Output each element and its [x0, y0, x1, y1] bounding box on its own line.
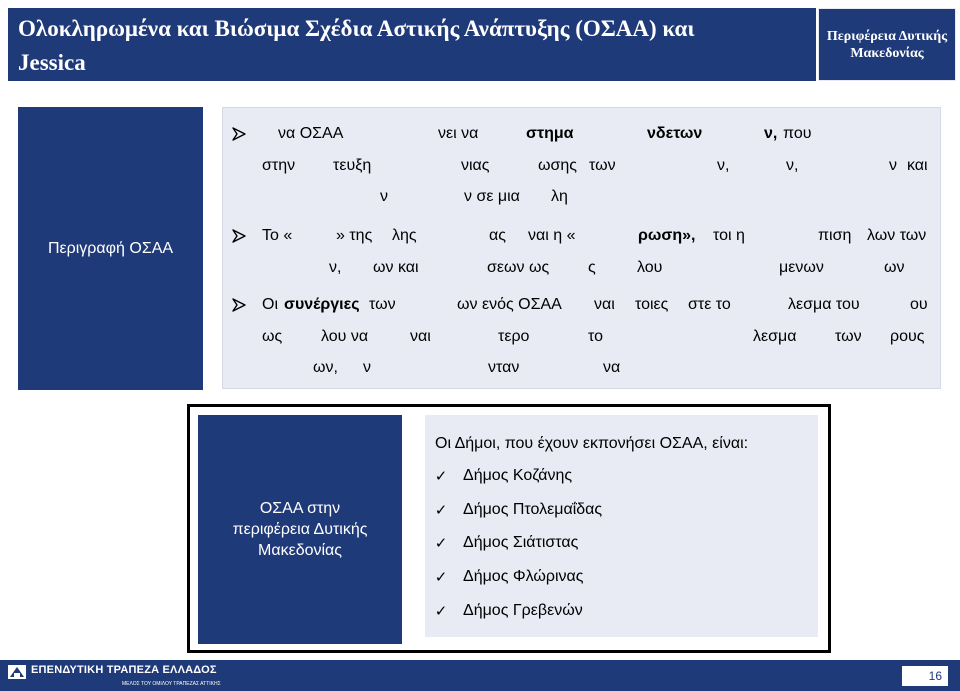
bullet-2-word: ν,: [329, 259, 342, 276]
checkmark-icon: ✓: [434, 603, 448, 620]
bullet-1-word: ν: [380, 188, 388, 205]
bullet-3-word: να: [603, 359, 621, 376]
bullet-1-word: ν,: [764, 125, 778, 142]
bullet-3-word: ου: [910, 296, 928, 313]
bullet-3-word: το: [588, 328, 603, 345]
municipalities-intro: Οι Δήμοι, που έχουν εκπονήσει ΟΣΑΑ, είναι:: [435, 435, 749, 452]
description-label: Περιγραφή ΟΣΑΑ: [18, 107, 203, 390]
municipality-name: Δήμος Πτολεμαΐδας: [463, 501, 603, 518]
bullet-1-word: στην: [262, 157, 296, 174]
bullet-3-word: ων,: [313, 359, 338, 376]
footer-bar: [0, 660, 960, 691]
region-badge-line-2: Μακεδονίας: [850, 45, 924, 61]
bullet-2-word: λης: [392, 227, 417, 244]
bullet-1-word: νει να: [438, 125, 479, 142]
arrow-bullet-icon: [232, 127, 246, 141]
bullet-3-word: τοιες: [635, 296, 669, 313]
bullet-2-word: ων: [884, 259, 905, 276]
bullet-2-word: » της: [336, 227, 373, 244]
page-number: 16: [902, 666, 948, 686]
bullet-1-word: νδετων: [647, 125, 703, 142]
bullet-3-word: ν: [363, 359, 371, 376]
bullet-2-word: ων και: [373, 259, 419, 276]
bullet-2-word: λων των: [867, 227, 927, 244]
slide-title: [8, 8, 816, 81]
bullet-1-word: ωσης: [538, 157, 577, 174]
bullet-2-word: σεων ως: [487, 259, 550, 276]
bullet-1-word: ν,: [717, 157, 730, 174]
osaa-region-label-line-1: ΟΣΑΑ στην: [259, 500, 341, 517]
bullet-3-word: ναι: [410, 328, 431, 345]
bullet-2-word: Το «: [262, 227, 293, 244]
bullet-3-word: νταν: [488, 359, 520, 376]
bullet-3-word: ων ενός ΟΣΑΑ: [457, 296, 562, 313]
bullet-2-word: ς: [588, 259, 596, 276]
bullet-1-word: νιας: [461, 157, 490, 174]
bullet-3-word: λεσμα: [753, 328, 797, 345]
bullet-1-word: τευξη: [333, 157, 372, 174]
bullet-1-word: ν: [889, 157, 897, 174]
bullet-3-word: λου να: [321, 328, 369, 345]
region-badge-line-1: Περιφέρεια Δυτικής: [826, 28, 948, 44]
municipality-name: Δήμος Φλώρινας: [463, 568, 584, 585]
bullet-2-word: τοι η: [713, 227, 745, 244]
municipalities-panel: [425, 415, 818, 637]
checkmark-icon: ✓: [434, 569, 448, 586]
arrow-bullet-icon: [232, 298, 246, 312]
arrow-bullet-icon: [232, 229, 246, 243]
bullet-3-word: συνέργιες: [284, 296, 360, 313]
osaa-region-label: [198, 415, 402, 644]
bullet-3-word: των: [835, 328, 862, 345]
slide-title-line-1: Ολοκληρωμένα και Βιώσιμα Σχέδια Αστικής Ανάπτυξης (ΟΣΑΑ) και: [18, 16, 695, 41]
municipality-name: Δήμος Γρεβενών: [463, 602, 583, 619]
bullet-3-word: στε το: [688, 296, 731, 313]
bullet-3-word: τερο: [498, 328, 530, 345]
list-item: [433, 568, 584, 586]
bullet-1-word: που: [783, 125, 812, 142]
bank-logo-icon: [8, 665, 26, 679]
bullet-2-word: ας: [489, 227, 506, 244]
bullet-3-word: ναι: [594, 296, 615, 313]
bullet-3-word: των: [369, 296, 396, 313]
osaa-region-label-line-3: Μακεδονίας: [257, 542, 343, 559]
bullet-3-word: ρους: [890, 328, 925, 345]
bullet-1-word: ν,: [786, 157, 799, 174]
osaa-region-label-line-2: περιφέρεια Δυτικής: [232, 521, 368, 538]
bullet-2-word: λου: [637, 259, 663, 276]
municipality-name: Δήμος Σιάτιστας: [463, 534, 579, 551]
bullet-1-word: ν σε μια: [464, 188, 520, 205]
bullet-2-word: ρωση»,: [638, 227, 696, 244]
bullet-1-word: να ΟΣΑΑ: [278, 125, 344, 142]
bullet-1-word: των: [589, 157, 616, 174]
bank-logo: [6, 662, 221, 688]
bank-name: ΕΠΕΝΔΥΤΙΚΗ ΤΡΑΠΕΖΑ ΕΛΛΑΔΟΣ: [31, 664, 217, 676]
list-item: [433, 501, 602, 519]
list-item: [433, 602, 583, 620]
checkmark-icon: ✓: [434, 468, 448, 485]
bullet-2-word: πιση: [818, 227, 852, 244]
list-item: [433, 467, 572, 485]
bullet-3-word: Οι: [262, 296, 278, 313]
checkmark-icon: ✓: [434, 535, 448, 552]
bullet-1-word: λη: [551, 188, 568, 205]
checkmark-icon: ✓: [434, 502, 448, 519]
list-item: [433, 534, 578, 552]
bullet-1-word: και: [907, 157, 928, 174]
bullet-2-word: ναι η «: [528, 227, 576, 244]
slide-title-line-2: Jessica: [18, 50, 86, 75]
region-badge: [818, 8, 956, 81]
bullet-3-word: ως: [262, 328, 283, 345]
bullet-1-word: στημα: [526, 125, 574, 142]
description-panel: [222, 107, 941, 389]
bullet-2-word: μενων: [779, 259, 824, 276]
bullet-3-word: λεσμα του: [788, 296, 860, 313]
municipality-name: Δήμος Κοζάνης: [463, 467, 573, 484]
bank-tagline: ΜΕΛΟΣ ΤΟΥ ΟΜΙΛΟΥ ΤΡΑΠΕΖΑΣ ΑΤΤΙΚΗΣ: [122, 681, 221, 687]
